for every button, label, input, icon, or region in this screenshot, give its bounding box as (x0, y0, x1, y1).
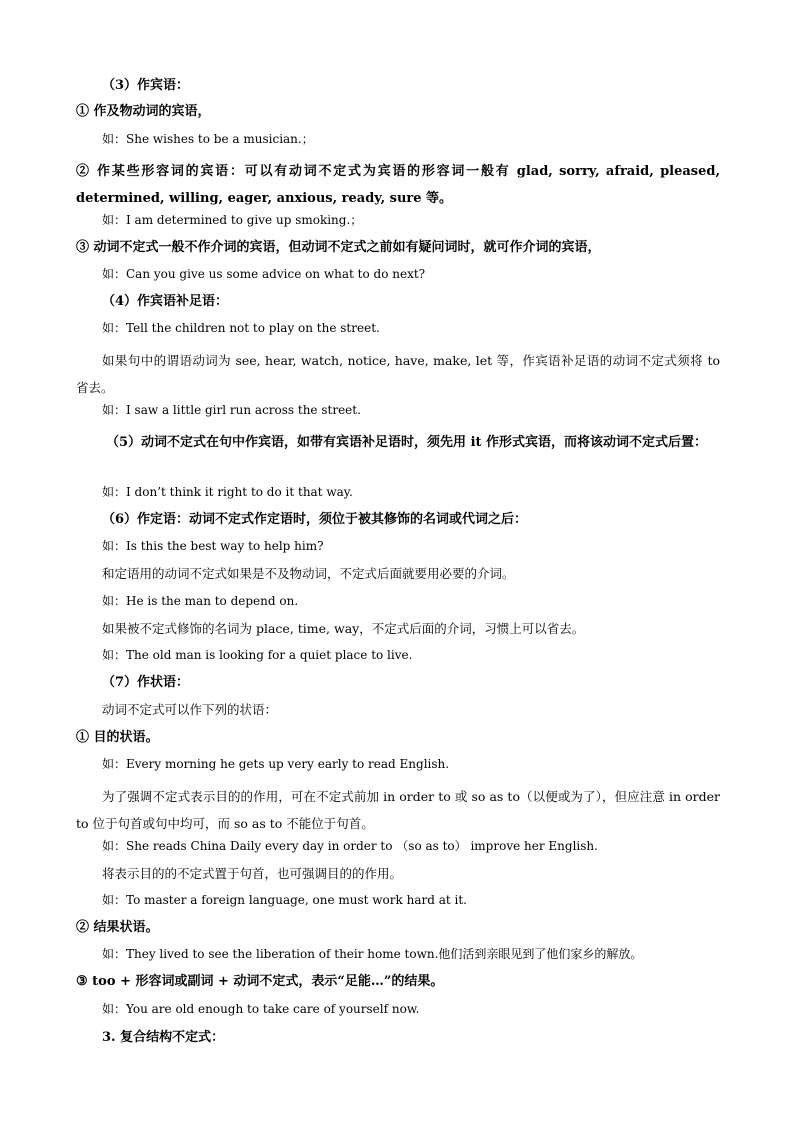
section-heading-complement: （4）作宾语补足语： (102, 294, 229, 309)
example-sentence: 如：The old man is looking for a quiet place to live. (102, 648, 413, 662)
example-sentence: 如：Can you give us some advice on what to do next? (102, 267, 426, 281)
section-heading-formal-object: （5）动词不定式在句中作宾语，如带有宾语补足语时，须先用 it 作形式宾语，而将该动词不定式后置： (106, 435, 708, 450)
subheading-result: ② 结果状语。 (76, 920, 159, 935)
example-sentence: 如：He is the man to depend on. (102, 594, 299, 608)
section-heading-adverbial: （7）作状语： (102, 675, 190, 690)
paragraph-text: 为了强调不定式表示目的的作用，可在不定式前加 in order to 或 so as to（以便或为了），但应注意 in order to 位于句首或句中均可，而 so as to 不能位于句首。 (76, 789, 720, 831)
paragraph-text: 和定语用的动词不定式如果是不及物动词，不定式后面就要用必要的介词。 (102, 566, 515, 581)
section-heading-object: （3）作宾语： (102, 78, 190, 93)
paragraph-text: 将表示目的的不定式置于句首，也可强调目的的作用。 (102, 866, 403, 881)
subheading-purpose: ① 目的状语。 (76, 730, 159, 745)
example-sentence: 如：Tell the children not to play on the street. (102, 321, 380, 335)
subheading-preposition-object: ③ 动词不定式一般不作介词的宾语，但动词不定式之前如有疑问词时，就可作介词的宾语， (76, 240, 601, 255)
example-sentence: 如：I don’t think it right to do it that way. (102, 485, 353, 499)
example-sentence: 如：You are old enough to take care of yourself now. (102, 1002, 420, 1016)
example-sentence: 如：Every morning he gets up very early to read English. (102, 757, 450, 771)
subheading-adjective-object: ② 作某些形容词的宾语：可以有动词不定式为宾语的形容词一般有 glad, sorry, afraid, pleased, determined, willing, eager, anxious, ready, sure 等。 (76, 164, 720, 206)
subheading-transitive-object: ① 作及物动词的宾语， (76, 104, 211, 119)
example-sentence: 如：To master a foreign language, one must work hard at it. (102, 893, 467, 907)
subheading-too-structure: ③ too + 形容词或副词 + 动词不定式，表示“足能…”的结果。 (76, 974, 444, 989)
example-sentence: 如：She wishes to be a musician.； (102, 132, 314, 146)
example-sentence: 如：I am determined to give up smoking.； (102, 213, 363, 227)
section-heading-compound: 3. 复合结构不定式： (102, 1030, 225, 1045)
example-sentence: 如：They lived to see the liberation of their home town.他们活到亲眼见到了他们家乡的解放。 (102, 947, 643, 961)
example-sentence: 如：Is this the best way to help him? (102, 539, 324, 553)
example-sentence: 如：She reads China Daily every day in order to （so as to） improve her English. (102, 839, 598, 853)
paragraph-text: 如果被不定式修饰的名词为 place, time, way，不定式后面的介词，习惯上可以省去。 (102, 621, 585, 636)
example-sentence: 如：I saw a little girl run across the street. (102, 403, 361, 417)
section-heading-attribute: （6）作定语：动词不定式作定语时，须位于被其修饰的名词或代词之后： (102, 512, 528, 527)
paragraph-text: 动词不定式可以作下列的状语： (102, 702, 278, 717)
paragraph-text: 如果句中的谓语动词为 see, hear, watch, notice, have, make, let 等，作宾语补足语的动词不定式须将 to 省去。 (76, 353, 720, 395)
